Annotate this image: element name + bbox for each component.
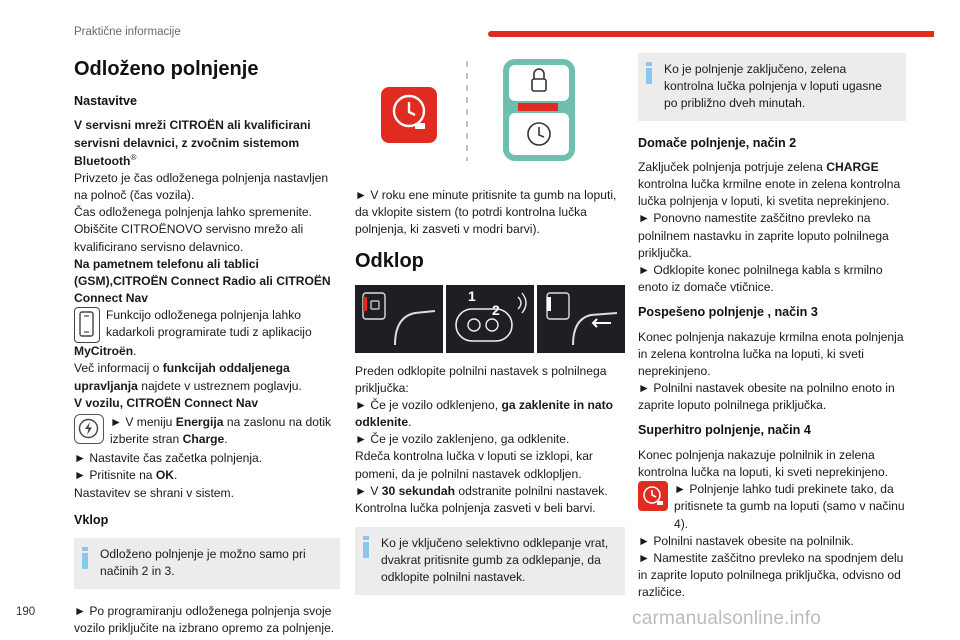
app-end: . [133,344,137,359]
figure-panel-1 [355,285,443,353]
page-title: Odloženo polnjenje [74,58,259,80]
vklop-heading: Vklop [74,512,109,527]
info-note-selective [355,527,625,595]
super-fast-heading: Superhitro polnjenje, način 4 [638,423,811,438]
visit-service-text: Obiščite CITROËNOVO servisno mrežo ali kvalificirano servisno delavnico. [74,222,304,254]
header-accent-bar [488,31,934,37]
ok-bold: OK [155,468,175,483]
white-light-text: Kontrolna lučka polnjenja zasveti v beli barvi. [355,500,596,515]
column-right [638,47,906,601]
odklop-title: Odklop [355,249,424,272]
info-note-text: Ko je polnjenje zaključeno, zelena kontrolna lučka polnjenja v loputi ugasne po približno dveh minutah. [664,62,882,111]
app-row [74,307,340,343]
more-info-text [74,360,340,394]
default-time-text: Privzeto je čas odloženega polnjenja nastavljen na polnoč (čas vozila). [74,170,329,203]
minute-text: ► V roku ene minute pritisnite ta gumb na loputi, da vklopite sistem (to potrdi kontrolna lučka polnjenja, ki zasveti v modri barvi). [355,188,617,237]
info-note-text: Ko je vključeno selektivno odklepanje vrat, dvakrat pritisnite gumb za odklepanje, da odklopite polnilni nastavek. [381,536,609,585]
nastavitve-heading: Nastavitve [74,94,138,108]
phone-heading: Na pametnem telefonu ali tablici (GSM),CITROËN Connect Radio ali CITROËN Connect Nav [74,256,331,306]
servis-bold: V servisni mreži CITROËN ali kvalificirani servisni delavnici, z zvočnim sistemom Bluetooth [74,118,311,168]
home-step-1: ► Ponovno namestite zaščitno prevleko na polnilnem nastavku in zaprite loputo polnilnega priključka. [638,211,889,260]
s3-pre: ► V [355,483,382,498]
accelerated-step-1: ► Polnilni nastavek obesite na polnilno enoto in zaprite loputo polnilnega priključka. [638,381,895,413]
accelerated-text: Konec polnjenja nakazuje krmilna enota polnjenja in zelena kontrolna lučka na loputi, ki sveti neprekinjeno. [638,329,904,378]
change-time-text: Čas odloženega polnjenja lahko spremenite. [74,205,313,220]
last-step-text: ► Po programiranju odloženega polnjenja svoje vozilo priključite na izbrano opremo za polnjenje. [74,603,335,635]
home-end: kontrolna lučka krmilne enote in zelena kontrolna lučka polnjenja v loputi, ki svetita neprekinjeno. [638,177,901,209]
menu-end: . [224,432,228,447]
super-step-2: ► Namestite zaščitno prevleko na spodnjem delu in zaprite loputo polnilnega priključka, odvisno od različice. [638,550,904,600]
saved-text: Nastavitev se shrani v sistem. [74,485,234,500]
servis-sup: ® [130,152,137,162]
unlock-step-3 [355,483,625,500]
key-step-1: 1 [468,287,476,304]
step-set-time: ► Nastavite čas začetka polnjenja. [74,451,263,466]
unlock-step-1 [355,397,625,431]
charge-flap-figure [355,57,625,177]
key-step-2: 2 [492,301,500,318]
app-name: MyCitroën [74,344,134,359]
ok-end: . [174,468,178,483]
s1-bold: ga zaklenite in nato odklenite [355,397,613,430]
info-icon [646,62,652,84]
menu-bold2: Charge [182,432,225,447]
info-note-complete [638,53,906,121]
page-number: 190 [16,606,36,618]
home-bold: CHARGE [826,159,879,174]
lightning-icon [74,414,104,444]
charge-flap-illustration [355,57,625,177]
accelerated-heading: Pospešeno polnjenje , način 3 [638,305,818,320]
ok-pre: ► Pritisnite na [74,468,156,483]
super-step-1: ► Polnilni nastavek obesite na polnilnik. [638,533,854,548]
energy-menu-text [110,414,340,448]
home-charging-text [638,159,906,211]
smartphone-icon [74,307,100,343]
more-pre: Več informacij o [74,361,163,376]
figure-panel-2 [446,285,534,353]
step-press-ok [74,467,340,484]
column-left [74,57,340,637]
energy-menu-row [74,414,340,448]
info-note-text: Odloženo polnjenje je možno samo pri načinih 2 in 3. [100,547,306,579]
unlock-figure-strip [355,285,625,353]
s1-end: . [408,415,412,430]
charge-timer-icon [638,481,668,511]
column-middle [355,57,625,609]
app-text: Funkcijo odloženega polnjenja lahko kadarkoli programirate tudi z aplikacijo [106,308,312,340]
vehicle-heading: V vozilu, CITROËN Connect Nav [74,395,259,410]
before-unplug-text: Preden odklopite polnilni nastavek s polnilnega priključka: [355,363,607,395]
home-step-2: ► Odklopite konec polnilnega kabla s krmilno enoto iz domače vtičnice. [638,262,883,295]
info-note-vklop [74,538,340,588]
info-icon [82,547,88,569]
servis-paragraph [74,117,340,170]
red-light-text: Rdeča kontrolna lučka v loputi se izklopi, kar pomeni, da je polnilni nastavek odklopljen. [355,449,593,481]
stop-charging-text: ► Polnjenje lahko tudi prekinete tako, da pritisnete ta gumb na loputi (samo v načinu 4). [674,482,905,531]
home-pre: Zaključek polnjenja potrjuje zelena [638,159,827,174]
s1-pre: ► Če je vozilo odklenjeno, [355,397,502,412]
s3-end: odstranite polnilni nastavek. [455,483,608,498]
info-icon [363,536,369,558]
more-bold: funkcijah oddaljenega upravljanja [74,361,290,393]
figure-panel-3 [537,285,625,353]
header-section-label: Praktične informacije [74,26,181,38]
unlock-step-2: ► Če je vozilo zaklenjeno, ga odklenite. [355,432,570,447]
watermark: carmanualsonline.info [632,608,822,629]
more-post: najdete v ustreznem poglavju. [137,378,302,393]
menu-pre: ► V meniju [110,414,176,429]
super-fast-text: Konec polnjenja nakazuje polnilnik in zelena kontrolna lučka na loputi, ki sveti neprekinjeno. [638,447,889,479]
stop-charging-row [638,481,906,533]
app-name-line [74,343,340,360]
s3-bold: 30 sekundah [381,483,456,498]
menu-mid: na zaslonu na dotik izberite stran [110,414,332,447]
home-charging-heading: Domače polnjenje, način 2 [638,135,797,150]
menu-bold: Energija [175,414,224,429]
